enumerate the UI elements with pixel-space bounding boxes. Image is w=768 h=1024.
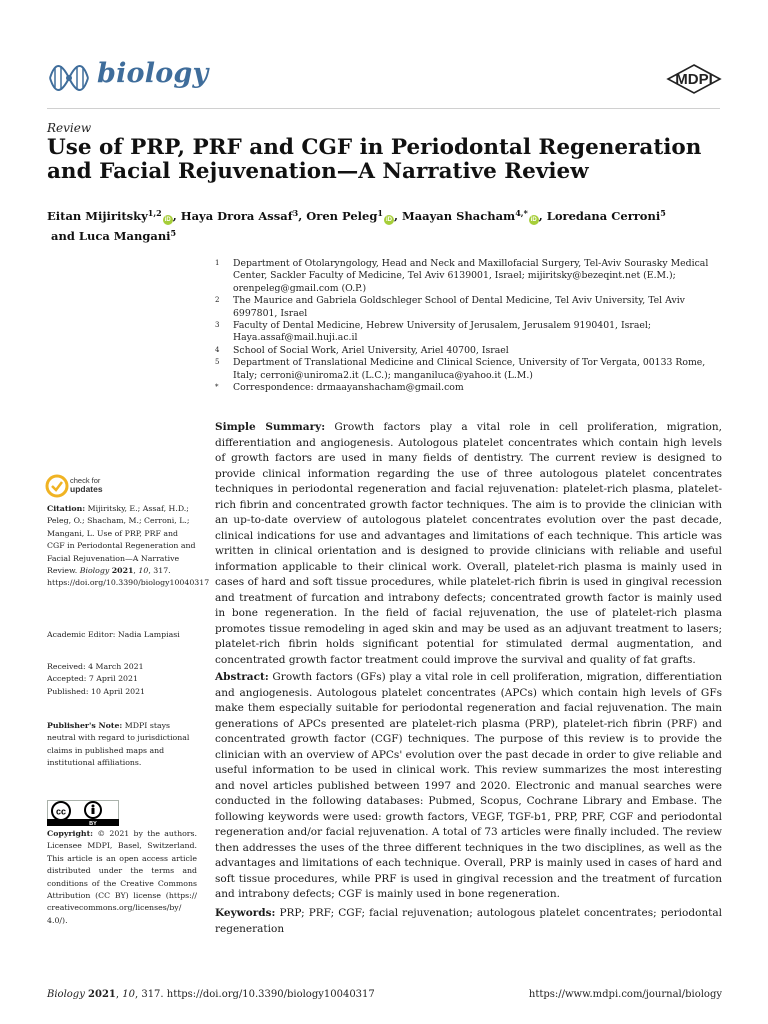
journal-name: biology [97, 58, 209, 89]
keywords-text: PRP; PRF; CGF; facial rejuvenation; autologous platelet concentrates; periodontal regeneration [215, 907, 722, 935]
author-name[interactable]: Oren Peleg [306, 209, 378, 223]
publisher-note-text: MDPI stays neutral with regard to jurisdictional claims in published maps and institutional affiliations. [47, 721, 190, 768]
publisher-note-label: Publisher's Note: [47, 721, 123, 730]
author-affiliation-sup: 3 [292, 208, 299, 218]
check-for-updates-link[interactable] [70, 477, 103, 494]
orcid-icon[interactable]: iD [164, 217, 171, 223]
author-name[interactable]: Haya Drora Assaf [180, 209, 293, 223]
author-list [47, 205, 707, 244]
author-separator: , [172, 209, 181, 223]
svg-text:cc: cc [55, 806, 67, 817]
accepted-date: Accepted: 7 April 2021 [47, 674, 138, 684]
affiliation-number: * [215, 383, 219, 392]
affiliation-text: School of Social Work, Ariel University, Ariel 40700, Israel [233, 344, 509, 356]
simple-summary-label: Simple Summary: [215, 421, 326, 433]
copyright-label: Copyright: [47, 829, 94, 838]
keywords [215, 906, 722, 937]
check-for-updates-line2: updates [70, 484, 103, 494]
author-name[interactable]: Maayan Shacham [401, 209, 516, 223]
author-name[interactable]: Eitan Mijiritsky [47, 209, 148, 223]
affiliation-item [215, 258, 725, 295]
footer-year: 2021 [88, 989, 116, 1000]
abstract [215, 670, 722, 903]
citation-doi[interactable]: , 317. https://doi.org/10.3390/biology10040317 [47, 566, 210, 588]
affiliation-text: Correspondence: drmaayanshacham@gmail.com [233, 382, 464, 394]
cc-by-license-icon[interactable] [47, 800, 119, 826]
citation-text: Mijiritsky, E.; Assaf, H.D.; Peleg, O.; Shacham, M.; Cerroni, L.; Mangani, L. Use of PRP, PRF and CGF in Periodontal Regeneration and Facial Rejuvenation—A Narrative Review. [47, 504, 196, 576]
affiliations [215, 258, 725, 394]
affiliation-text: Faculty of Dental Medicine, Hebrew University of Jerusalem, Jerusalem 9190401, Israel; Haya.assaf@mail.huji.ac.il [233, 320, 651, 344]
affiliation-text: The Maurice and Gabriela Goldschleger School of Dental Medicine, Tel Aviv University, Tel Aviv 6997801, Israel [233, 295, 685, 319]
footer-journal-url[interactable]: https://www.mdpi.com/journal/biology [528, 989, 722, 1000]
copyright-text: © 2021 by the authors. Licensee MDPI, Basel, Switzerland. This article is an open access article distributed under the terms and conditions of the Creative Commons Attribution (CC BY) license (https:// creativecommons.org/licenses/by/ 4.0/). [47, 829, 197, 925]
author-affiliation-sup: 5 [660, 208, 666, 218]
author-affiliation-sup: 1 [377, 208, 383, 218]
article-title: Use of PRP, PRF and CGF in Periodontal Regeneration and Facial Rejuvenation—A Narrative Review [47, 135, 702, 184]
publisher-note [47, 720, 197, 770]
author-affiliation-sup: 1,2 [147, 208, 162, 218]
abstract-label: Abstract: [215, 671, 269, 683]
keywords-label: Keywords: [215, 907, 276, 919]
abstract-text: Growth factors (GFs) play a vital role in cell proliferation, migration, differentiation and angiogenesis. Autologous platelet concentrates (APCs) which contain high levels of GFs make them especially suitable for periodontal regeneration and facial rejuvenation. The main generations of APCs presented are platelet-rich plasma (PRP), platelet-rich fibrin (PRF) and concentrated growth factor (CGF) techniques. The purpose of this review is to provide the clinician with an overview of APCs' evolution over the past decade in order to give reliable and useful information to be used in clinical work. This review summarizes the most interesting and novel articles published between 1997 and 2020. Electronic and manual searches were conducted in the following databases: Pubmed, Scopus, Cochrane Library and Embase. The following keywords were used: growth factors, VEGF, TGF-b1, PRP, PRF, CGF and periodontal regeneration and/or facial rejuvenation. A total of 73 articles were finally included. The review then addresses the uses of the three different techniques in the two disciplines, as well as the advantages and limitations of each technique. Overall, PRP is mainly used in cases of hard and soft tissue procedures, while PRF is used in gingival recession and the treatment of furcation and intrabony defects; CGF is mainly used in bone regeneration. [215, 671, 722, 900]
author-affiliation-sup: 5 [170, 228, 177, 238]
affiliation-item [215, 295, 725, 320]
author-separator: , [393, 209, 402, 223]
simple-summary-text: Growth factors play a vital role in cell proliferation, migration, differentiation and angiogenesis. Autologous platelet concentrates which contain high levels of growth factors are used in many fields of dentistry. The current review is designed to provide clinical information regarding the use of three autologous platelet concentrates techniques in periodontal regeneration and facial rejuvenation: platelet-rich plasma, platelet-rich fibrin and concentrated growth factor techniques. The aim is to provide the clinician with an up-to-date overview of autologous platelet concentrates evolution over the past decade, clinical indications for use and advantages and limitations of each technique. This article was written in clinical orientation and is designed to provide clinicians with reliable and useful information applicable to their clinical work. Overall, platelet-rich plasma is mainly used in cases of hard and soft tissue procedures, while platelet-rich fibrin is used in gingival recession and treatment of furcation and intrabony defects; concentrated growth factor is mainly used in bone regeneration. In the field of facial rejuvenation, the use of platelet-rich plasma promotes tissue remodeling in aged skin and may be used as an adjuvant treatment to lasers; platelet-rich fibrin holds significant potential for stimulated dermal augmentation, and concentrated growth factor treatment could improve the survival and quality of fat grafts. [215, 421, 722, 666]
affiliation-text: Department of Otolaryngology, Head and Neck and Maxillofacial Surgery, Tel-Aviv Sourasky Medical Center, Sackler Faculty of Medicine, Tel Aviv 6139001, Israel; mijiritsky@bezeqint.net (E.M.); orenpeleg@gmail.com (O.P.) [233, 258, 709, 294]
academic-editor: Academic Editor: Nadia Lampiasi [47, 630, 180, 639]
header-divider [47, 108, 720, 109]
citation-label: Citation: [47, 504, 86, 513]
footer-citation: Biology 2021, 10, 317. https://doi.org/10.3390/biology10040317 [47, 989, 375, 1000]
citation-block: Citation: Mijiritsky, E.; Assaf, H.D.; Peleg, O.; Shacham, M.; Cerroni, L.; Mangani, L. Use of PRP, PRF and CGF in Periodontal Regeneration and Facial Rejuvenation—A Narrative Review. Biology 2021, 10, 317. https://doi.org/10.3390/biology10040317 [47, 504, 210, 588]
citation-year: 2021 [111, 566, 134, 576]
orcid-icon[interactable]: iD [385, 217, 392, 223]
affiliation-item [215, 357, 725, 382]
received-date: Received: 4 March 2021 [47, 662, 144, 671]
orcid-icon[interactable]: iD [530, 217, 537, 223]
footer-doi[interactable]: , 317. https://doi.org/10.3390/biology10040317 [134, 989, 375, 1000]
affiliation-text: Department of Translational Medicine and Clinical Science, University of Tor Vergata, 00133 Rome, Italy; cerroni@uniroma2.it (L.C.); manganiluca@yahoo.it (L.M.) [233, 357, 706, 381]
author-separator: , [298, 209, 307, 223]
journal-logo-icon [47, 56, 91, 100]
citation-journal: Biology [79, 566, 110, 576]
dates-block [47, 661, 197, 698]
cc-by-label: BY [89, 821, 97, 826]
footer-volume: 10 [122, 989, 135, 1000]
affiliation-item [215, 345, 725, 357]
footer-journal: Biology [47, 989, 85, 1000]
copyright-block [47, 828, 197, 927]
author-separator: and [47, 229, 79, 243]
affiliation-item [215, 382, 725, 394]
author-name[interactable]: Luca Mangani [78, 229, 171, 243]
simple-summary [215, 420, 722, 668]
affiliation-number: 3 [215, 321, 220, 330]
mdpi-logo-icon [666, 64, 722, 94]
check-for-updates-line1: check for [70, 476, 101, 485]
citation-volume: 10 [138, 566, 149, 576]
affiliation-number: 2 [215, 296, 220, 305]
author-name[interactable]: Loredana Cerroni [546, 209, 661, 223]
published-date: Published: 10 April 2021 [47, 686, 146, 696]
article-type: Review [47, 121, 92, 135]
affiliation-item [215, 320, 725, 345]
affiliation-number: 4 [215, 345, 220, 354]
affiliation-number: 5 [215, 358, 220, 367]
affiliation-number: 1 [215, 259, 220, 267]
author-affiliation-sup: 4,* [515, 208, 528, 218]
author-separator: , [538, 209, 547, 223]
mdpi-logo-text: MDPI [675, 71, 713, 88]
check-for-updates-icon[interactable] [45, 474, 69, 498]
